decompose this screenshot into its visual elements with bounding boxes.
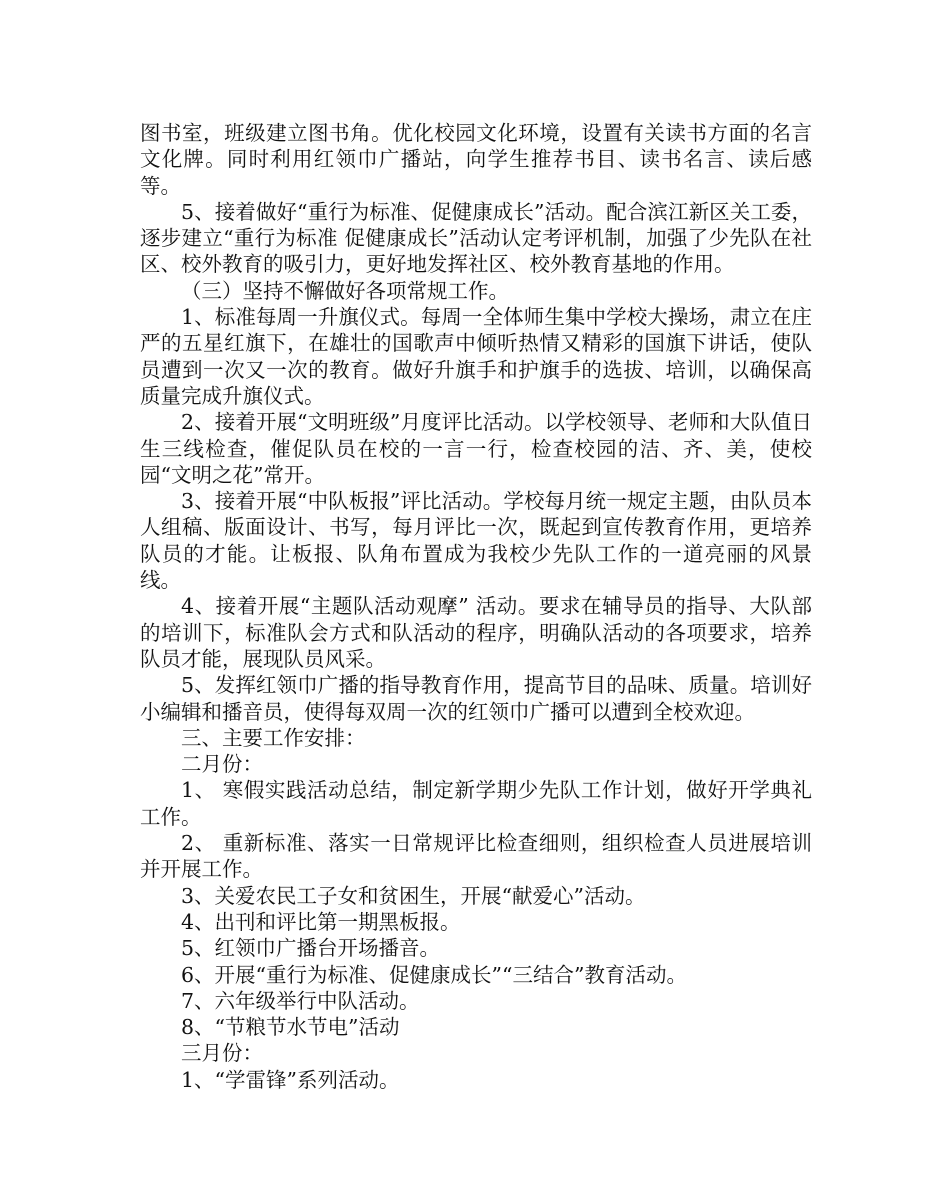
list-item-feb-8: 8、“节粮节水节电”活动 <box>181 1015 400 1040</box>
list-item-feb-4: 4、出刊和评比第一期黑板报。 <box>181 909 461 934</box>
list-item-feb-2: 2、 重新标准、落实一日常规评比检查细则，组织检查人员进展培训并开展工作。 <box>140 831 812 882</box>
list-item-feb-6: 6、开展“重行为标准、促健康成长”“三结合”教育活动。 <box>181 962 687 987</box>
paragraph-blackboard: 3、接着开展“中队板报”评比活动。学校每月统一规定主题，由队员本人组稿、版面设计、书写，每月评比一次，既起到宣传教育作用，更培养队员的才能。让板报、队角布置成为我校少先队工作的一道亮丽的风景线。 <box>140 489 812 593</box>
section-heading-3: （三）坚持不懈做好各项常规工作。 <box>181 278 509 303</box>
section-heading-main-work: 三、主要工作安排： <box>181 725 366 750</box>
list-item-mar-1: 1、“学雷锋”系列活动。 <box>181 1067 400 1092</box>
paragraph-broadcast: 5、发挥红领巾广播的指导教育作用，提高节目的品味、质量。培训好小编辑和播音员，使得每双周一次的红领巾广播可以遭到全校欢迎。 <box>140 673 812 724</box>
list-item-feb-1: 1、 寒假实践活动总结，制定新学期少先队工作计划，做好开学典礼工作。 <box>140 778 812 829</box>
paragraph-theme-activity: 4、接着开展“主题队活动观摩” 活动。要求在辅导员的指导、大队部的培训下，标准队会方式和队活动的程序，明确队活动的各项要求，培养队员才能，展现队员风采。 <box>140 594 812 671</box>
list-item-feb-3: 3、关爱农民工子女和贫困生，开展“献爱心”活动。 <box>181 883 646 908</box>
list-item-feb-5: 5、红领巾广播台开场播音。 <box>181 936 441 961</box>
paragraph-library-continuation: 图书室，班级建立图书角。优化校园文化环境，设置有关读书方面的名言文化牌。同时利用红领巾广播站，向学生推荐书目、读书名言、读后感等。 <box>140 121 812 198</box>
document-page <box>140 120 812 1093</box>
paragraph-flag-raising: 1、标准每周一升旗仪式。每周一全体师生集中学校大操场，肃立在庄严的五星红旗下，在雄壮的国歌声中倾听热情又精彩的国旗下讲话，使队员遭到一次又一次的教育。做好升旗手和护旗手的选拔、培训，以确保高质量完成升旗仪式。 <box>140 305 812 408</box>
month-heading-february: 二月份： <box>181 752 263 777</box>
paragraph-item-5-behavior: 5、接着做好“重行为标准、促健康成长”活动。配合滨江新区关工委，逐步建立“重行为标准 促健康成长”活动认定考评机制，加强了少先队在社区、校外教育的吸引力，更好地发挥社区、校外教育基地的作用。 <box>140 199 812 277</box>
month-heading-march: 三月份： <box>181 1041 263 1066</box>
list-item-feb-7: 7、六年级举行中队活动。 <box>181 988 420 1013</box>
paragraph-civilized-class: 2、接着开展“文明班级”月度评比活动。以学校领导、老师和大队值日生三线检查，催促队员在校的一言一行，检查校园的洁、齐、美，使校园“文明之花”常开。 <box>140 410 812 487</box>
